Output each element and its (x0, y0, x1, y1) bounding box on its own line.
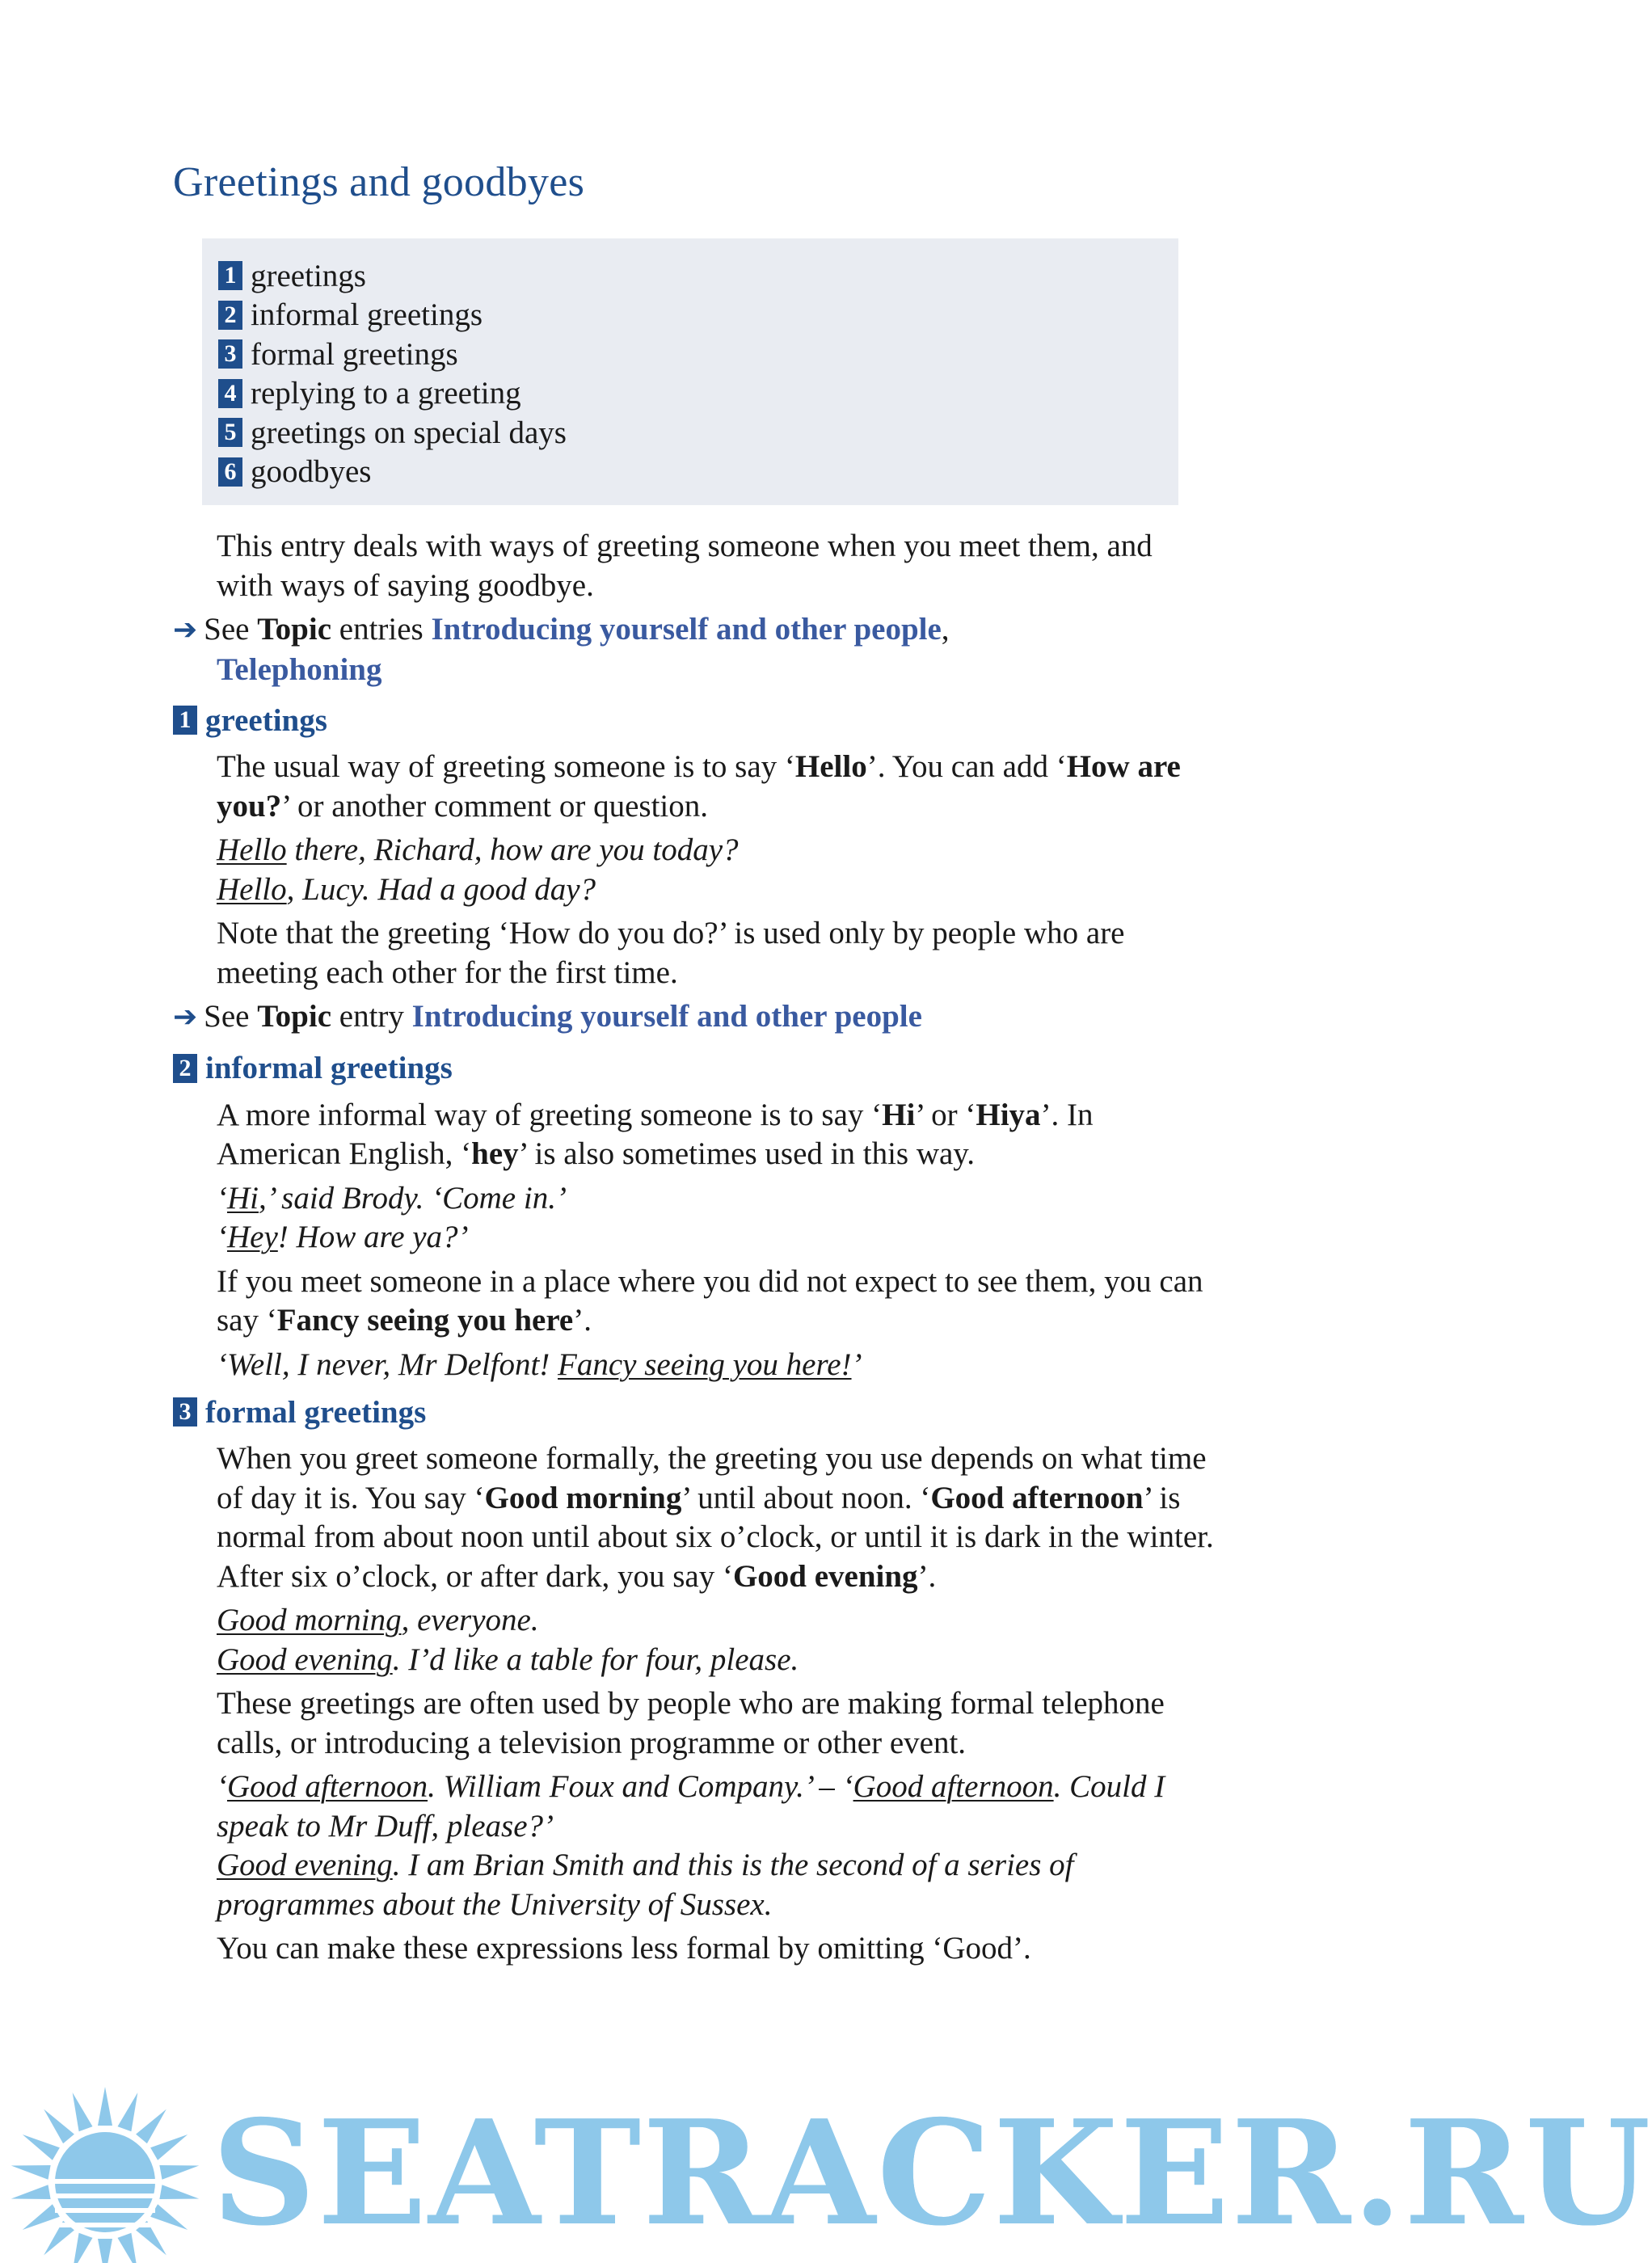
entry-body (173, 527, 1216, 1974)
paragraph: If you meet someone in a place where you did not expect to see them, you can say ‘Fancy seeing you here’. (217, 1263, 1203, 1338)
see-label: See (204, 612, 250, 647)
toc-label: formal greetings (251, 336, 458, 372)
section-number: 1 (173, 706, 197, 735)
examples (217, 1346, 1216, 1385)
toc-label: goodbyes (251, 454, 372, 490)
toc-label: greetings (251, 258, 366, 293)
toc-number: 3 (218, 339, 242, 369)
toc-number: 4 (218, 379, 242, 408)
section-title: informal greetings (205, 1051, 453, 1085)
watermark-text: SEATRACKER.RU (212, 2088, 1652, 2257)
examples (217, 1179, 1216, 1258)
paragraph: These greetings are often used by people who are making formal telephone calls, or introducing a television programme or other event. (217, 1686, 1165, 1760)
example-sentence: ‘Hey! How are ya?’ (217, 1220, 469, 1254)
section-title: formal greetings (205, 1394, 427, 1430)
section-heading-formal-greetings (173, 1389, 1216, 1435)
section-heading-greetings (173, 697, 1216, 743)
page-title: Greetings and goodbyes (173, 159, 585, 205)
link-telephoning[interactable]: Telephoning (217, 651, 382, 687)
toc-number: 5 (218, 418, 242, 447)
example-sentence: ‘Good afternoon. William Foux and Company.’ – ‘Good afternoon. Could I speak to Mr Duff, please?’ (217, 1769, 1165, 1844)
toc-label: greetings on special days (251, 415, 567, 450)
toc-number: 2 (218, 301, 242, 330)
paragraph: You can make these expressions less formal by omitting ‘Good’. (217, 1931, 1031, 1966)
toc-item[interactable] (218, 296, 1162, 335)
link-introducing-yourself[interactable]: Introducing yourself and other people (431, 612, 942, 647)
toc-number: 1 (218, 261, 242, 290)
arrow-right-icon: ➔ (173, 1001, 198, 1034)
examples (217, 1768, 1216, 1924)
example-sentence: Good evening. I am Brian Smith and this is the second of a series of programmes about the University of Sussex. (217, 1848, 1074, 1922)
examples (217, 831, 1216, 909)
example-sentence: ‘Well, I never, Mr Delfont! Fancy seeing you here!’ (217, 1346, 862, 1382)
toc-label: informal greetings (251, 297, 483, 333)
paragraph: A more informal way of greeting someone is to say ‘Hi’ or ‘Hiya’. In American English, ‘hey’ is also sometimes used in this way. (217, 1097, 1094, 1171)
section-heading-informal-greetings (173, 1046, 1216, 1091)
topic-label: Topic (257, 612, 332, 647)
paragraph: Note that the greeting ‘How do you do?’ is used only by people who are meeting each other for the first time. (217, 916, 1125, 990)
example-sentence: Good evening. I’d like a table for four, please. (217, 1641, 799, 1677)
entries-label: entries (339, 612, 424, 647)
section-number: 3 (173, 1397, 197, 1426)
link-introducing-yourself[interactable]: Introducing yourself and other people (411, 999, 922, 1034)
see-also-topic: ➔ See Topic entry Introducing yourself and other people (173, 999, 922, 1034)
example-sentence: ‘Hi,’ said Brody. ‘Come in.’ (217, 1180, 567, 1216)
example-sentence: Good morning, everyone. (217, 1603, 539, 1637)
paragraph: When you greet someone formally, the greeting you use depends on what time of day it is. You say ‘Good morning’ until about noon. ‘Good afternoon’ is normal from about noon until about six o’clock, or until it is dark in the winter. After six o’clock, or after dark, you say ‘Good evening’. (217, 1441, 1214, 1594)
toc-item[interactable] (218, 335, 1162, 374)
toc-label: replying to a greeting (251, 376, 521, 411)
see-also-topic (173, 610, 1216, 689)
example-sentence: Hello there, Richard, how are you today? (217, 832, 739, 867)
section-title: greetings (205, 702, 327, 738)
intro-paragraph: This entry deals with ways of greeting someone when you meet them, and with ways of saying goodbye. (217, 529, 1153, 603)
contents-box (202, 238, 1178, 505)
examples (217, 1601, 1216, 1679)
arrow-right-icon: ➔ (173, 613, 198, 647)
toc-number: 6 (218, 457, 242, 487)
comma: , (941, 612, 950, 647)
toc-item[interactable] (218, 374, 1162, 414)
toc-item[interactable] (218, 413, 1162, 453)
toc-item[interactable] (218, 256, 1162, 296)
toc-item[interactable] (218, 453, 1162, 492)
paragraph: The usual way of greeting someone is to say ‘Hello’. You can add ‘How are you?’ or another comment or question. (217, 749, 1181, 824)
section-number: 2 (173, 1054, 197, 1083)
example-sentence: Hello, Lucy. Had a good day? (217, 871, 596, 907)
